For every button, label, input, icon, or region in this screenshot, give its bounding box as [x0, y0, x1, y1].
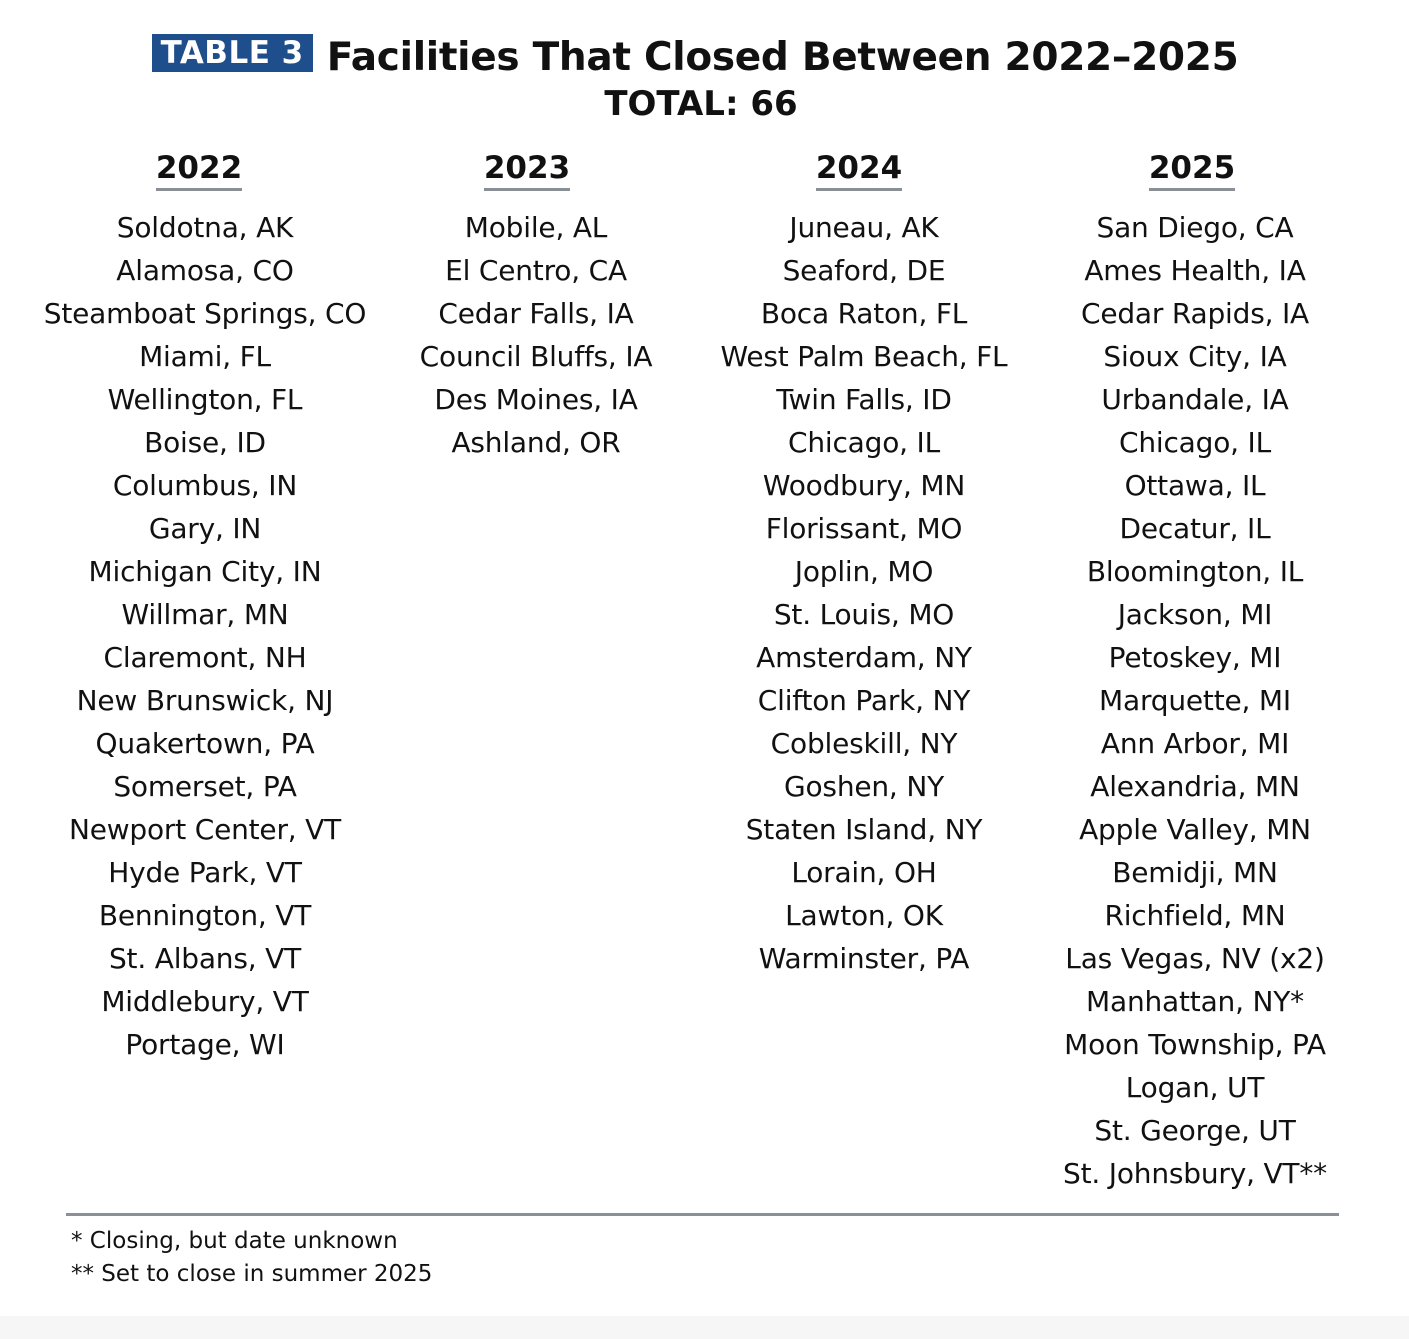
city-item: Soldotna, AK: [116, 211, 294, 244]
city-item: Middlebury, VT: [101, 985, 309, 1018]
column-2023: [356, 148, 716, 464]
city-item: New Brunswick, NJ: [76, 684, 334, 717]
city-item: Florissant, MO: [765, 512, 963, 545]
city-item: Willmar, MN: [121, 598, 289, 631]
city-item: Hyde Park, VT: [108, 856, 302, 889]
table-title-row: [0, 34, 1390, 82]
city-item: Cedar Falls, IA: [438, 297, 634, 330]
city-item: Lorain, OH: [791, 856, 937, 889]
city-item: Alamosa, CO: [116, 254, 294, 287]
city-item: Moon Township, PA: [1064, 1028, 1326, 1061]
city-item: Juneau, AK: [789, 211, 939, 244]
city-item: Claremont, NH: [103, 641, 307, 674]
city-item: Clifton Park, NY: [757, 684, 971, 717]
city-item: Council Bluffs, IA: [419, 340, 653, 373]
table-number-badge: TABLE 3: [152, 34, 313, 72]
city-item: Ames Health, IA: [1084, 254, 1306, 287]
city-item: Newport Center, VT: [68, 813, 342, 846]
city-item: Columbus, IN: [112, 469, 298, 502]
city-item: Staten Island, NY: [745, 813, 983, 846]
page-title: Facilities That Closed Between 2022–2025: [326, 35, 1239, 80]
city-item: St. George, UT: [1094, 1114, 1296, 1147]
city-item: Cobleskill, NY: [770, 727, 958, 760]
city-item: St. Louis, MO: [773, 598, 955, 631]
city-item: Goshen, NY: [784, 770, 944, 803]
city-item: Wellington, FL: [107, 383, 303, 416]
city-item: Portage, WI: [125, 1028, 285, 1061]
city-item: Chicago, IL: [1119, 426, 1271, 459]
city-item: Sioux City, IA: [1103, 340, 1287, 373]
city-item: Gary, IN: [148, 512, 262, 545]
city-list-2024: [684, 206, 1044, 980]
city-item: Miami, FL: [139, 340, 271, 373]
city-item: Alexandria, MN: [1090, 770, 1300, 803]
city-item: Michigan City, IN: [88, 555, 322, 588]
city-item: Des Moines, IA: [434, 383, 638, 416]
city-item: Urbandale, IA: [1101, 383, 1289, 416]
city-item: Decatur, IL: [1119, 512, 1271, 545]
city-item: St. Johnsbury, VT**: [1063, 1157, 1327, 1190]
city-item: Woodbury, MN: [762, 469, 966, 502]
column-2022: [25, 148, 385, 1066]
page-bottom-edge: [0, 1316, 1409, 1339]
city-item: Warminster, PA: [758, 942, 970, 975]
city-item: Seaford, DE: [782, 254, 946, 287]
column-2025: [1015, 148, 1375, 1195]
city-list-2022: [25, 206, 385, 1066]
footnote-closing-date-unknown: * Closing, but date unknown: [71, 1228, 398, 1254]
city-item: Petoskey, MI: [1108, 641, 1282, 674]
city-item: San Diego, CA: [1096, 211, 1294, 244]
city-item: Richfield, MN: [1104, 899, 1286, 932]
city-item: Logan, UT: [1125, 1071, 1265, 1104]
column-2024: [684, 148, 1044, 980]
city-item: Cedar Rapids, IA: [1080, 297, 1310, 330]
city-item: Bloomington, IL: [1086, 555, 1304, 588]
city-item: Marquette, MI: [1099, 684, 1291, 717]
city-item: Somerset, PA: [113, 770, 297, 803]
city-item: Chicago, IL: [788, 426, 940, 459]
city-item: Lawton, OK: [785, 899, 943, 932]
city-item: Boca Raton, FL: [760, 297, 968, 330]
column-header-2024: 2024: [816, 148, 902, 191]
city-item: Jackson, MI: [1117, 598, 1273, 631]
footnotes: [71, 1225, 432, 1291]
column-header-2022: 2022: [156, 148, 242, 191]
footnote-summer-2025: ** Set to close in summer 2025: [71, 1261, 433, 1287]
city-item: El Centro, CA: [445, 254, 627, 287]
city-item: Bemidji, MN: [1112, 856, 1278, 889]
city-list-2023: [356, 206, 716, 464]
city-item: West Palm Beach, FL: [720, 340, 1008, 373]
city-item: Ann Arbor, MI: [1100, 727, 1290, 760]
total-count: TOTAL: 66: [604, 84, 798, 124]
city-item: Amsterdam, NY: [756, 641, 972, 674]
city-item: Mobile, AL: [464, 211, 608, 244]
city-item: Steamboat Springs, CO: [43, 297, 367, 330]
year-columns: [0, 148, 1409, 1198]
city-item: Las Vegas, NV (x2): [1065, 942, 1325, 975]
column-header-2023: 2023: [484, 148, 570, 191]
city-item: Boise, ID: [144, 426, 266, 459]
city-item: Twin Falls, ID: [776, 383, 952, 416]
footnote-divider: [66, 1213, 1339, 1216]
city-item: Quakertown, PA: [95, 727, 315, 760]
city-item: Bennington, VT: [98, 899, 312, 932]
city-item: St. Albans, VT: [108, 942, 301, 975]
city-item: Ottawa, IL: [1124, 469, 1266, 502]
column-header-2025: 2025: [1149, 148, 1235, 191]
city-list-2025: [1015, 206, 1375, 1195]
city-item: Joplin, MO: [794, 555, 934, 588]
city-item: Ashland, OR: [451, 426, 621, 459]
city-item: Apple Valley, MN: [1079, 813, 1311, 846]
city-item: Manhattan, NY*: [1086, 985, 1304, 1018]
